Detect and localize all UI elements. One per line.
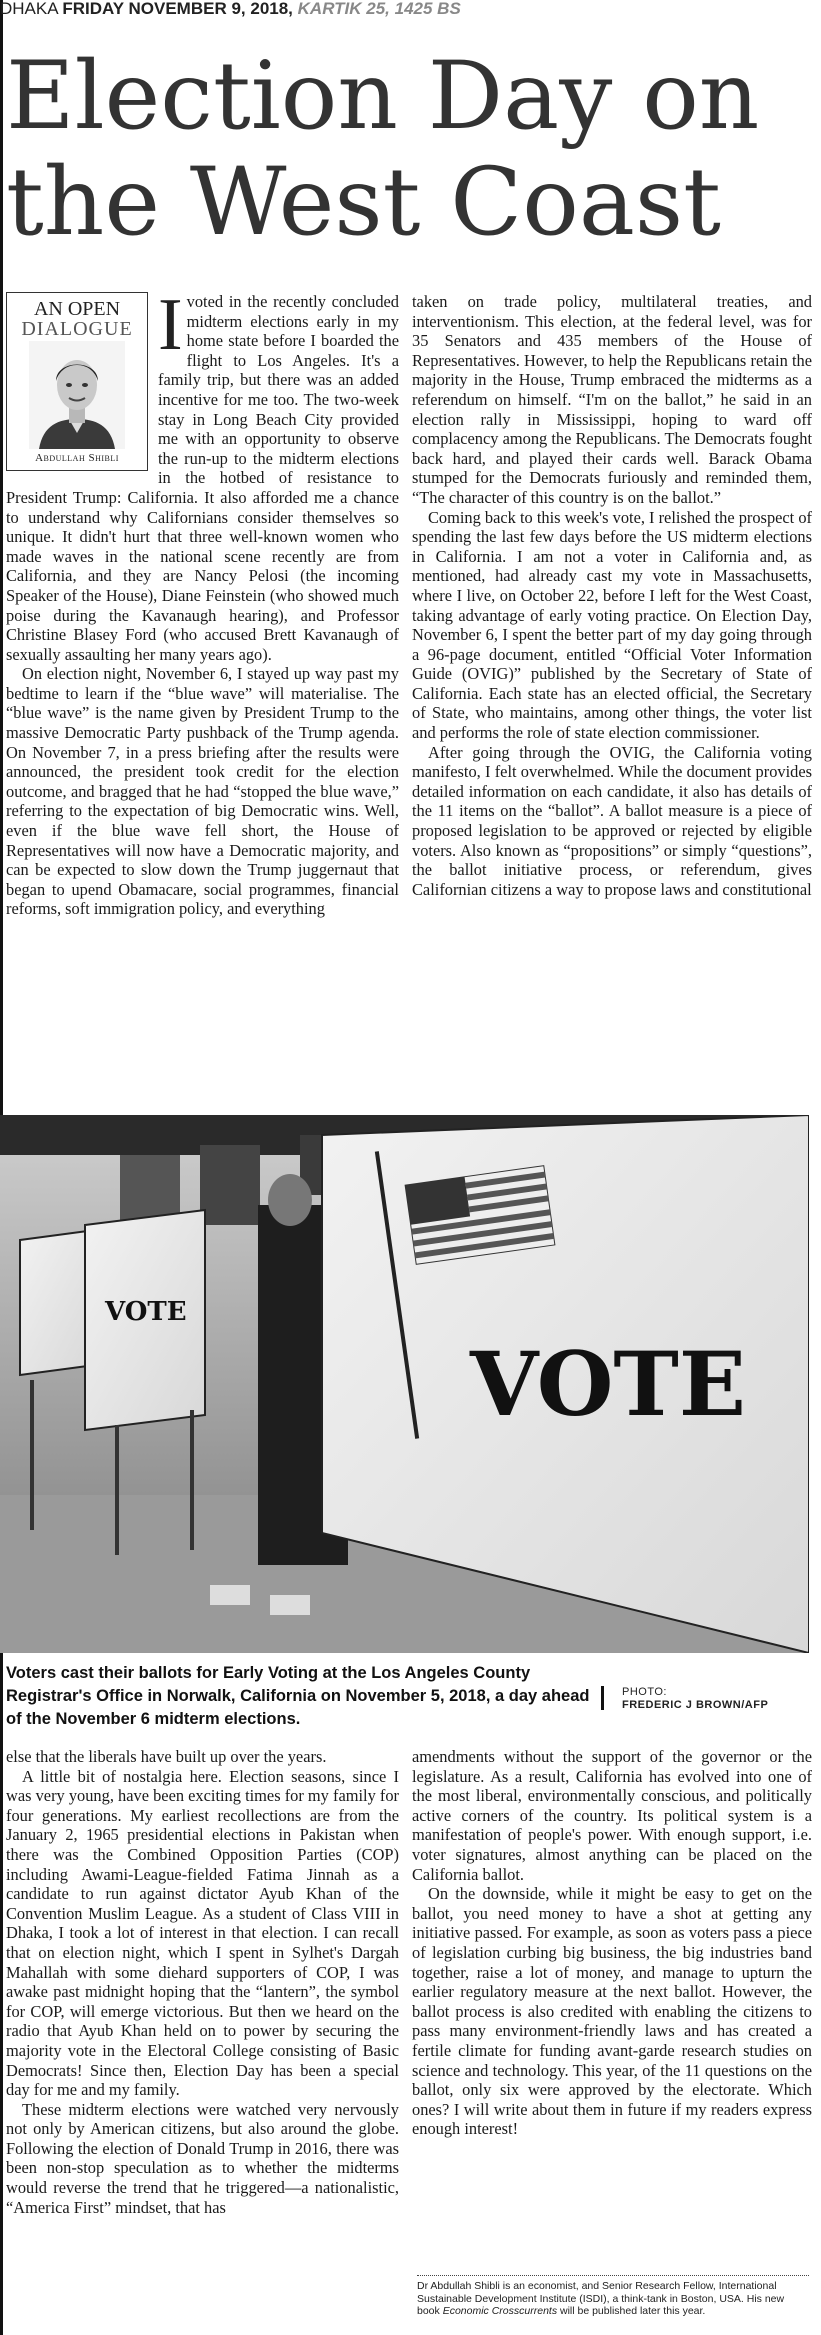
- paragraph: voted in the recently concluded midterm elections early in my home state before I boarded the flight to Los Angeles. It's a family trip, but there was an added incentive for me too. The two-week stay in Long Beach City provided me with an opportunity to observe the run-up to the midterm elections in the hotbed of resistance to President Trump: California. It also afforded me a chance to understand why Californians consider themselves so unique. It didn't hurt that three well-known women who made waves in the national scene recently are from California, and they are Nancy Pelosi (the incoming Speaker of the House), Diane Feinstein (who showed much poise during the Kavanaugh hearing), and Professor Christine Blasey Ford (who accused Brett Kavanaugh of sexually assaulting her many years ago).: [6, 292, 399, 664]
- booth-text-large: VOTE: [470, 1332, 746, 1436]
- column-badge: [6, 292, 148, 471]
- article-column-2: [412, 292, 812, 1077]
- paragraph: taken on trade policy, multilateral treaties, and interventionism. This election, at the federal level, was for 35 Senators and 435 members of the House of Representatives. However, to help the Republicans retain the majority in the House, Trump embraced the midterms as a referendum on himself. “I'm on the ballot,” he said in an election rally in Mississippi, hoping to ward off complacency among the Republicans. The Democrats fought back hard, and played their cards well. Barack Obama stumped for the Democrats furiously and reminded them, “The character of this country is on the ballot.”: [412, 292, 812, 507]
- credit-divider: [601, 1686, 604, 1710]
- paragraph: A little bit of nostalgia here. Election seasons, since I was very young, have been exciting times for my family for four generations. My earliest recollections are from the January 2, 1965 presidential elections in Pakistan when there was the Combined Opposition Parties (COP) including Awami-League-fielded Fatima Jinnah as a candidate to run against dictator Ayub Khan of the Convention Muslim League. As a student of Class VIII in Dhaka, I took a lot of interest in that election. I can recall that on election night, which I spent in Sylhet's Dargah Mahallah with some diehard supporters of COP, I was awake past midnight hoping that the “lantern”, the symbol for COP, will emerge victorious. But then we heard on the radio that Ayub Khan held on to power by securing the majority vote in the Electoral College consisting of Basic Democrats! Since then, Election Day has been a special day for me and my family.: [6, 1766, 399, 2100]
- article-column-1: [6, 292, 399, 1062]
- dateline-bengali-date: KARTIK 25, 1425 BS: [297, 0, 461, 18]
- photo-caption: Voters cast their ballots for Early Voting at the Los Angeles County Registrar's Office in Norwalk, California on November 5, 2018, a day ahead of the November 6 midterm elections.: [6, 1664, 590, 1728]
- article-column-3: [6, 1747, 399, 2327]
- dateline-date: FRIDAY NOVEMBER 9, 2018,: [62, 0, 293, 18]
- bio-text: Dr Abdullah Shibli is an economist, and Senior Research Fellow, International Sustainable Development Institute (ISDI), a think-tank in Boston, USA. His new book: [417, 2280, 785, 2317]
- bio-book-title: Economic Crosscurrents: [442, 2305, 558, 2317]
- photo-credit: [622, 1686, 812, 1712]
- paragraph: After going through the OVIG, the California voting manifesto, I felt overwhelmed. While the document provides detailed information on each candidate, it also has details of the 11 items on the “ballot”. A ballot measure is a piece of proposed legislation to be approved or rejected by eligible voters. Also known as “propositions” or simply “questions”, the ballot initiative process, or referendum, gives Californian citizens a way to propose laws and constitutional: [412, 742, 812, 899]
- article-column-4: [412, 1747, 812, 2187]
- paragraph: On the downside, while it might be easy to get on the ballot, you need money to have a shot at getting any initiative passed. For example, as soon as voters pass a piece of legislation curbing big business, the big industries band together, raise a lot of money, and manage to upturn the earlier regulatory measure at the next ballot. However, the ballot process is also credited with enabling the citizens to pass many environment-friendly laws and has created a fertile climate for funding avant-garde research studies on science and technology. This year, of the 11 questions on the ballot, only six were approved by the electorate. Which ones? I will write about them in future if my readers express enough interest!: [412, 1884, 812, 2139]
- bio-text-end: will be published later this year.: [560, 2305, 706, 2317]
- paragraph: Coming back to this week's vote, I relished the prospect of spending the last few days before the US midterm elections in California. I am not a voter in California and, as mentioned, had already cast my vote in Massachusetts, where I live, on October 22, before I left for the West Coast, taking advantage of early voting practice. On Election Day, November 6, I spent the better part of my day going through a 96-page document, entitled “Official Voter Information Guide (OVIG)” published by the Secretary of State of California. Each state has an elected official, the Secretary of State, who maintains, among other things, the voter list and performs the role of state election commissioner.: [412, 507, 812, 743]
- author-portrait: [29, 341, 125, 449]
- booth-text-small: VOTE: [105, 1297, 187, 1327]
- headline: Election Day on the West Coast: [6, 42, 760, 257]
- dropcap: I: [158, 292, 183, 366]
- badge-author-name: Abdullah Shibli: [35, 452, 119, 464]
- dateline-city: DHAKA: [0, 0, 58, 18]
- voting-booth-photo: [0, 1115, 809, 1653]
- dateline: [0, 0, 821, 22]
- paragraph: These midterm elections were watched very nervously not only by American citizens, but also around the globe. Following the election of Donald Trump in 2016, there was been non-stop speculation as to whether the midterms would reverse the trend that he triggered—a nationalistic, “America First” mindset, that has: [6, 2099, 399, 2217]
- photo-credit-name: FREDERIC J BROWN/AFP: [622, 1699, 769, 1711]
- paragraph: else that the liberals have built up over the years.: [6, 1747, 327, 1766]
- author-bio: [417, 2280, 809, 2318]
- badge-line-2: DIALOGUE: [21, 318, 133, 340]
- badge-line-1: AN OPEN: [33, 298, 121, 320]
- bio-divider: [417, 2275, 809, 2276]
- paragraph: amendments without the support of the governor or the legislature. As a result, California has evolved into one of the most liberal, environmentally conscious, and politically active corners of the country. Its political system is a manifestation of people's power. With enough support, i.e. voter signatures, almost anything can be placed on the California ballot.: [412, 1747, 812, 1884]
- paragraph: On election night, November 6, I stayed up way past my bedtime to learn if the “blue wave” will materialise. The “blue wave” is the name given by President Trump to the massive Democratic Party pushback of the Trump agenda. On November 7, in a press briefing after the results were announced, the president took credit for the election outcome, and bragged that he had “stopped the blue wave,” referring to the expectation of big Democratic wins. Well, even if the blue wave fell short, the House of Representatives will now have a Democratic majority, and can be expected to slow down the Trump juggernaut that began to upend Obamacare, social programmes, financial reforms, soft immigration policy, and everything: [6, 664, 399, 919]
- photo-credit-label: PHOTO:: [622, 1686, 667, 1698]
